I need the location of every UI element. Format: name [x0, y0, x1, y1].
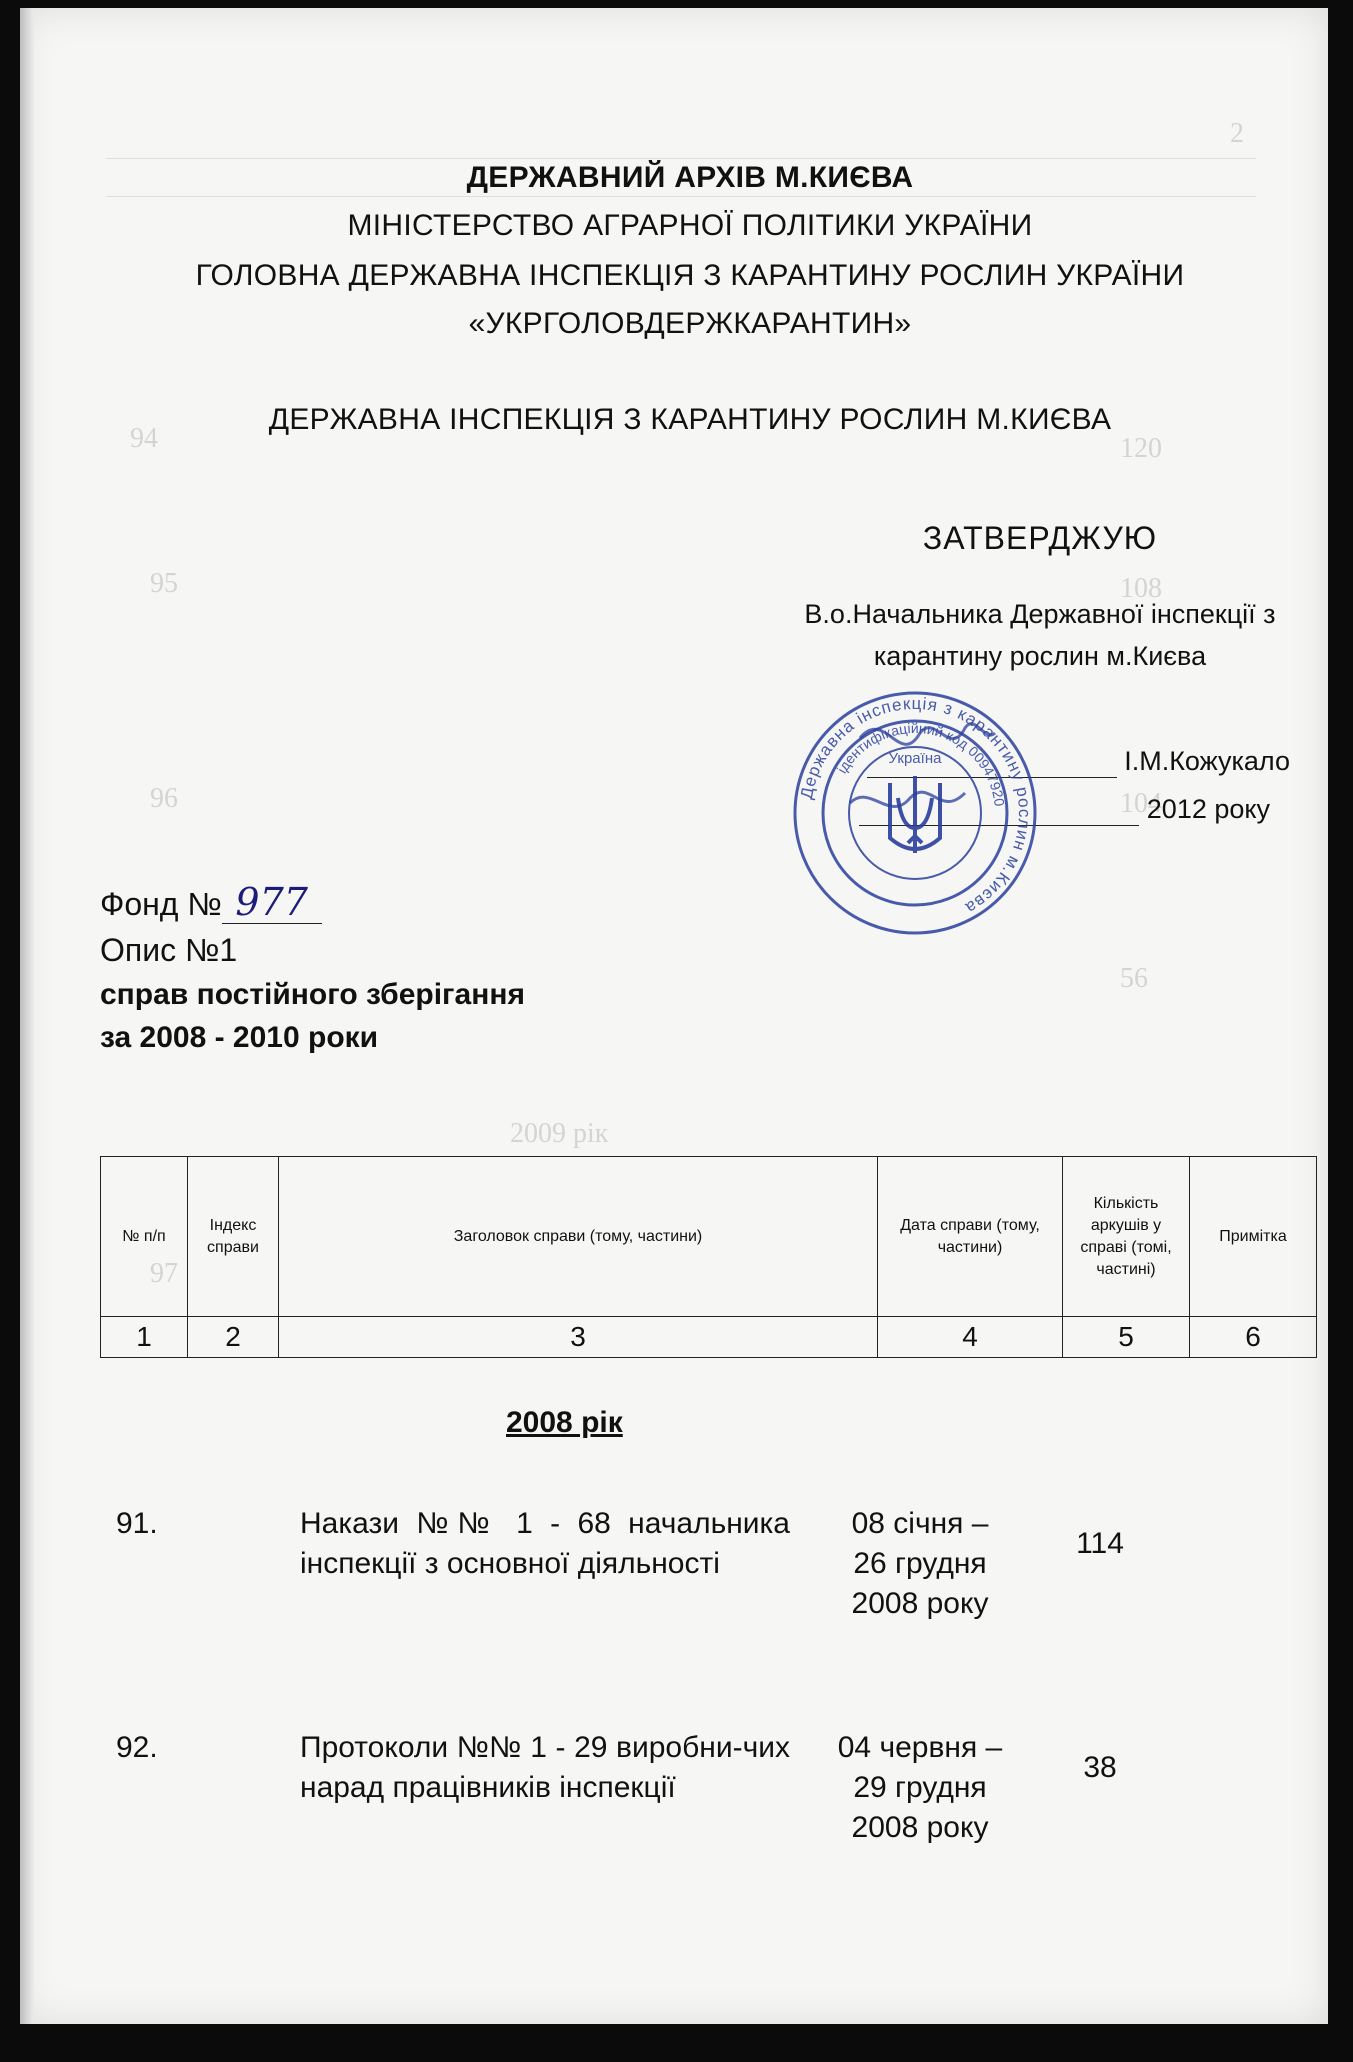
approval-signer: І.М.Кожукало: [1124, 746, 1290, 776]
col-sheets-header: Кількість аркушів у справі (томі, частині): [1063, 1157, 1190, 1317]
approval-position: В.о.Начальника Державної інспекції з карантину рослин м.Києва: [804, 599, 1276, 671]
inventory-description: справ постійного зберігання: [100, 978, 525, 1011]
record-date-start: 08 січня –: [851, 1507, 989, 1540]
fund-line: [100, 881, 322, 925]
stamp-code-text: ідентифікаційний код 00947920: [833, 719, 1008, 808]
organization-short-name: «УКРГОЛОВДЕРЖКАРАНТИН»: [468, 307, 912, 340]
archive-title: ДЕРЖАВНИЙ АРХІВ М.КИЄВА: [466, 161, 914, 194]
record-number: 91.: [116, 1507, 158, 1540]
record-date-start: 04 червня –: [837, 1731, 1003, 1764]
stamp-outer-text: Державна інспекція з карантину рослин м.Києва: [796, 693, 1035, 918]
inventory-number: Опис №1: [100, 932, 238, 968]
record-title: Протоколи №№ 1 - 29 виробни-чих нарад працівників інспекції: [300, 1731, 790, 1804]
col-sheets-index: 5: [1063, 1317, 1190, 1358]
fund-number: 977: [222, 881, 322, 924]
main-inspection-title: ГОЛОВНА ДЕРЖАВНА ІНСПЕКЦІЯ З КАРАНТИНУ РОСЛИН УКРАЇНИ: [195, 259, 1185, 292]
col-title-index: 3: [279, 1317, 878, 1358]
section-year-heading: 2008 рік: [506, 1406, 623, 1439]
record-sheet-count: 38: [1083, 1751, 1117, 1784]
col-number-header: № п/п: [101, 1157, 188, 1317]
fund-label: Фонд №: [100, 886, 222, 922]
record-date-end: 26 грудня: [853, 1547, 987, 1580]
record-date: [820, 1728, 1020, 1848]
col-number-index: 1: [101, 1317, 188, 1358]
record-sheet-count: 114: [1076, 1527, 1124, 1560]
col-date-header: Дата справи (тому, частини): [878, 1157, 1063, 1317]
document-page: 2 94 120 95 108 96 104 56 2009 рік 97 ДЕРЖАВНИЙ АРХІВ М.КИЄВА МІНІСТЕРСТВО АГРАРНОЇ ПОЛІТИКИ УКРАЇНИ ГОЛОВНА ДЕРЖАВНА ІНСПЕКЦІЯ З КАРАНТИНУ РОСЛИН УКРАЇНИ «УКРГОЛОВДЕРЖКАРАНТИН» ДЕРЖАВНА ІНСПЕКЦІЯ З КАРАНТИНУ РОСЛИН М.КИЄВА ЗАТВЕРДЖУЮ В.о.Начальника Державної інспекції з карантину рослин м.Києва І.М.Кожукало 2012 року Державна інспекція з карантину рослин м.Києва ідентифікаційний код 00947920 Україна Фонд № 977 Опис №1 справ постійного зберігання за 2008 - 2010 роки № п/п Індекс справи Заголовок справи (тому, частини) Дата справи (тому, частини) Кількість аркушів у справі (томі, частині) Примітка 1 2 3 4 5 6 2008 рік 91. Накази №№ 1 - 68 начальника інспекції з основної діяльності 08 січня – 26 грудня 2008 року 114 92. Протоколи №№ 1 - 29 виробни-чих нарад працівників інспекції 04 червня – 29 грудня 2008 року 38: [20, 8, 1328, 2024]
official-stamp: [790, 688, 1040, 938]
col-title-header: Заголовок справи (тому, частини): [279, 1157, 878, 1317]
record-title: Накази №№ 1 - 68 начальника інспекції з основної діяльності: [300, 1507, 790, 1580]
inventory-period: за 2008 - 2010 роки: [100, 1021, 379, 1054]
approval-year: 2012 року: [1146, 794, 1270, 824]
record-date: [820, 1504, 1020, 1624]
record-date-end: 29 грудня: [853, 1771, 987, 1804]
record-date-year: 2008 року: [851, 1587, 989, 1620]
approval-heading: ЗАТВЕРДЖУЮ: [922, 520, 1158, 556]
col-note-index: 6: [1190, 1317, 1317, 1358]
col-index-header: Індекс справи: [188, 1157, 279, 1317]
col-index-index: 2: [188, 1317, 279, 1358]
record-date-year: 2008 року: [851, 1811, 989, 1844]
record-number: 92.: [116, 1731, 158, 1764]
trident-emblem-icon: [890, 776, 940, 853]
inventory-table-header: [100, 1156, 1317, 1358]
page-edge-shadow: [20, 8, 34, 2024]
col-note-header: Примітка: [1190, 1157, 1317, 1317]
stamp-top-text: Україна: [888, 750, 942, 767]
inspection-title: ДЕРЖАВНА ІНСПЕКЦІЯ З КАРАНТИНУ РОСЛИН М.КИЄВА: [268, 403, 1112, 436]
page-mark: 2: [1230, 118, 1244, 149]
ministry-title: МІНІСТЕРСТВО АГРАРНОЇ ПОЛІТИКИ УКРАЇНИ: [347, 209, 1033, 242]
col-date-index: 4: [878, 1317, 1063, 1358]
